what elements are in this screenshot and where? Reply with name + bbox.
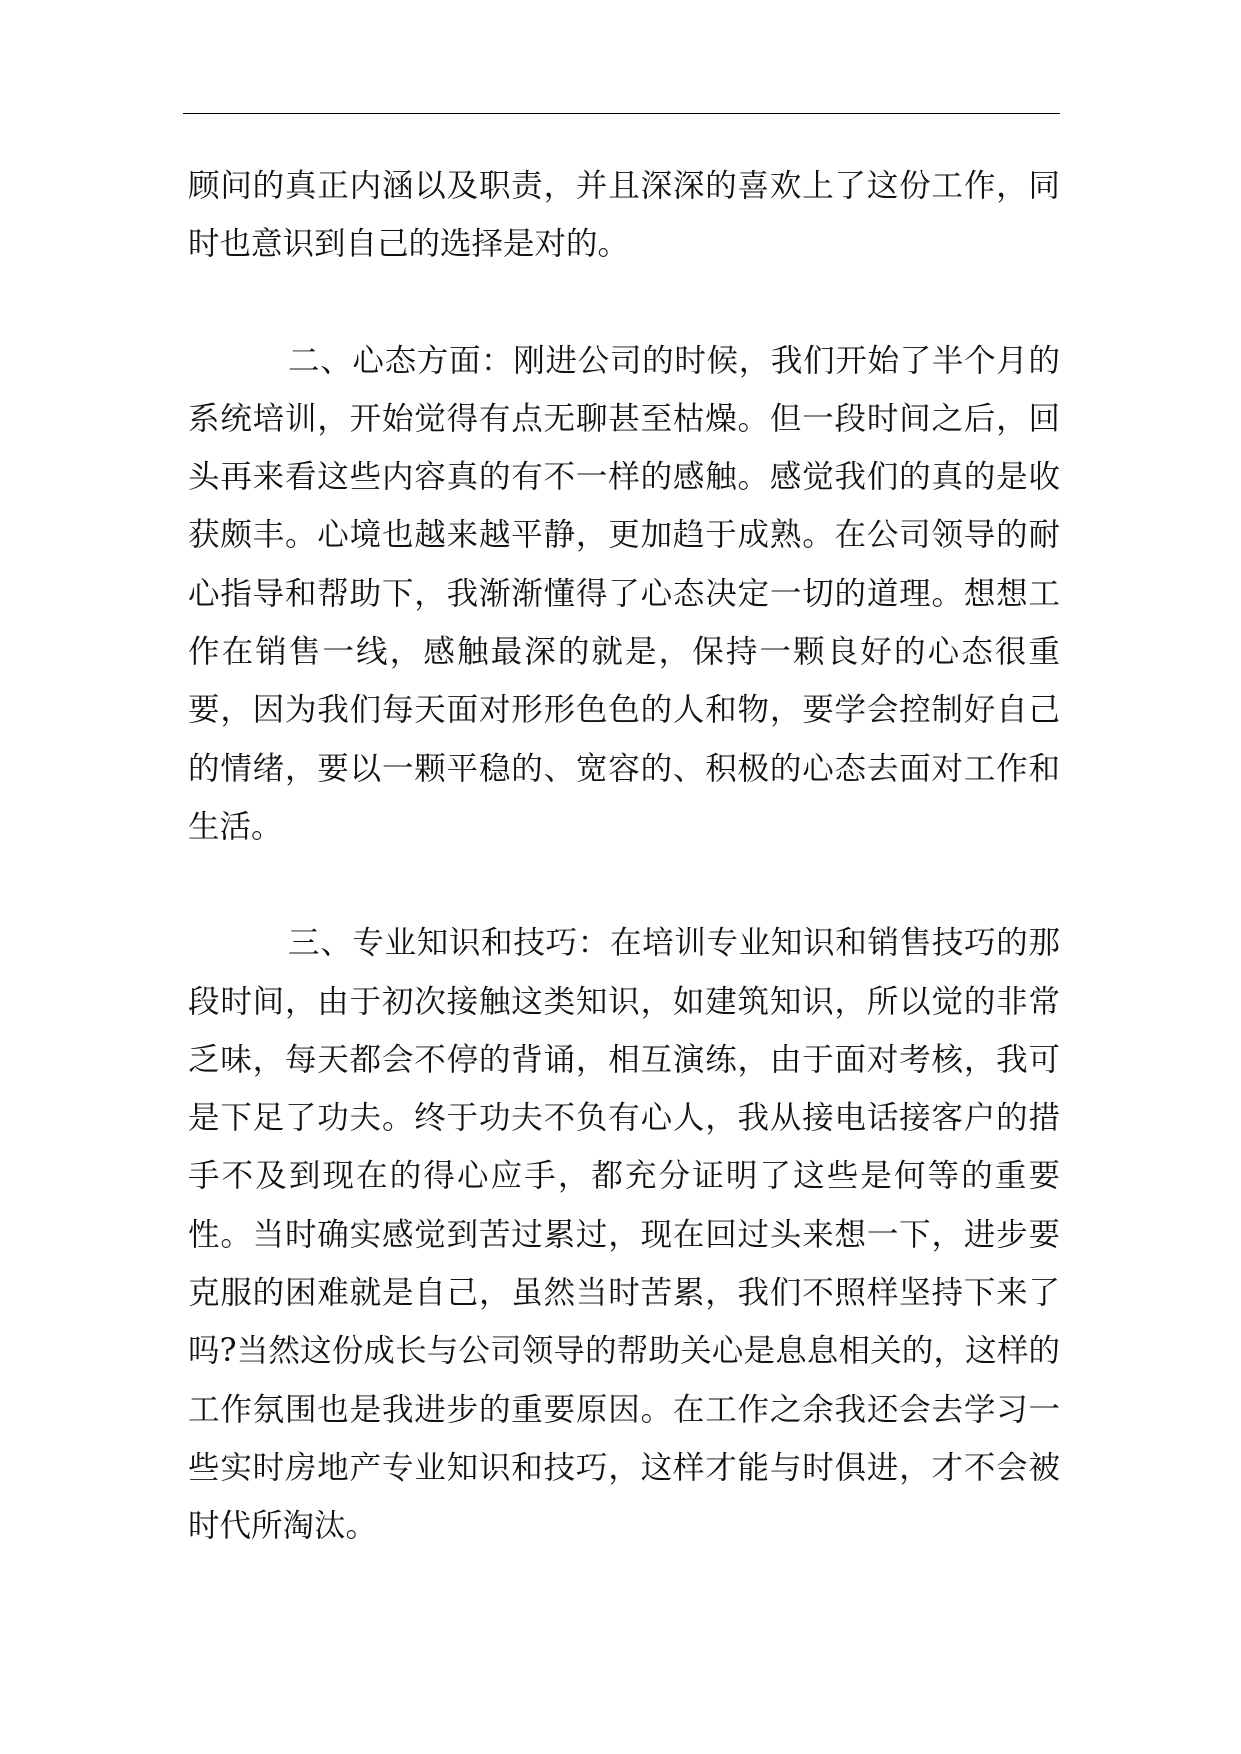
header-rule — [183, 113, 1060, 114]
document-body — [188, 157, 1060, 1556]
paragraph-continuation: 顾问的真正内涵以及职责，并且深深的喜欢上了这份工作，同时也意识到自己的选择是对的。 — [188, 168, 1060, 263]
paragraph-mindset: 二、心态方面：刚进公司的时候，我们开始了半个月的系统培训，开始觉得有点无聊甚至枯燥。但一段时间之后，回头再来看这些内容真的有不一样的感触。感觉我们的真的是收获颇丰。心境也越来越平静，更加趋于成熟。在公司领导的耐心指导和帮助下，我渐渐懂得了心态决定一切的道理。想想工作在销售一线，感触最深的就是，保持一颗良好的心态很重要，因为我们每天面对形形色色的人和物，要学会控制好自己的情绪，要以一颗平稳的、宽容的、积极的心态去面对工作和生活。 — [188, 342, 1060, 845]
paragraph-knowledge-skills: 三、专业知识和技巧：在培训专业知识和销售技巧的那段时间，由于初次接触这类知识，如建筑知识，所以觉的非常乏味，每天都会不停的背诵，相互演练，由于面对考核，我可是下足了功夫。终于功夫不负有心人，我从接电话接客户的措手不及到现在的得心应手，都充分证明了这些是何等的重要性。当时确实感觉到苦过累过，现在回过头来想一下，进步要克服的困难就是自己，虽然当时苦累，我们不照样坚持下来了吗?当然这份成长与公司领导的帮助关心是息息相关的，这样的工作氛围也是我进步的重要原因。在工作之余我还会去学习一些实时房地产专业知识和技巧，这样才能与时俱进，才不会被时代所淘汰。 — [188, 925, 1060, 1545]
